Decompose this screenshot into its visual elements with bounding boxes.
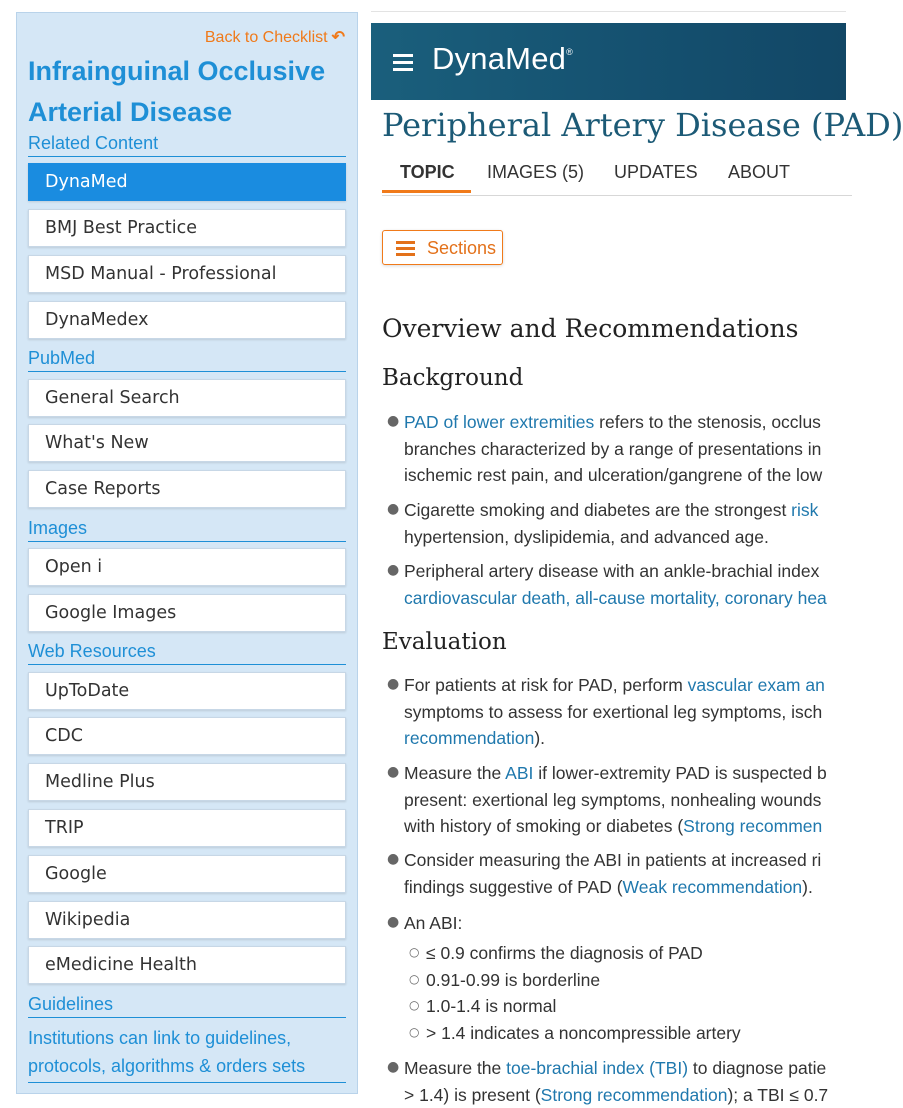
back-to-checklist-link[interactable] (205, 27, 345, 47)
bullet-text: Peripheral artery disease with an ankle-brachial index (404, 561, 820, 581)
web-link-medline-plus[interactable]: Medline Plus (28, 763, 346, 801)
abi-sub-item: 0.91-0.99 is borderline (426, 970, 601, 990)
bullet-text: Consider measuring the ABI in patients at increased ri (404, 850, 822, 870)
sub-bullet-circle: ○ (409, 1025, 420, 1039)
background-bullet-3 (404, 558, 827, 611)
abi-sub-item: 1.0-1.4 is normal (426, 996, 557, 1016)
abi-link[interactable]: ABI (505, 763, 534, 783)
vascular-exam-link[interactable]: vascular exam an (687, 675, 825, 695)
bullet-text: findings suggestive of PAD ( (404, 876, 623, 897)
bullet-text: Cigarette smoking and diabetes are the strongest (404, 500, 792, 520)
related-link-dynamedex[interactable]: DynaMedex (28, 301, 346, 339)
cardiovascular-outcomes-link[interactable]: cardiovascular death, all-cause mortality, coronary hea (404, 587, 827, 608)
app-header (371, 23, 846, 100)
main-content (371, 0, 903, 1105)
web-link-trip[interactable]: TRIP (28, 809, 346, 847)
overview-heading: Overview and Recommendations (382, 314, 799, 343)
bullet-text: Measure the (404, 1058, 507, 1078)
back-to-checklist-label: Back to Checklist (204, 29, 328, 46)
evaluation-bullet-2 (404, 760, 827, 840)
pubmed-label: PubMed (28, 348, 346, 372)
strong-recommendation-link[interactable]: Strong recommen (683, 816, 823, 836)
evaluation-bullet-4 (404, 910, 462, 937)
bullet-text: if lower-extremity PAD is suspected b (533, 763, 827, 783)
bullet-dot: ● (387, 1059, 400, 1075)
bullet-text: An ABI: (404, 913, 463, 933)
bullet-text: present: exertional leg symptoms, nonhealing wounds (404, 789, 822, 810)
bullet-text: hypertension, dyslipidemia, and advanced age. (404, 526, 769, 547)
evaluation-bullet-5 (404, 1055, 828, 1108)
bullet-text: to diagnose patie (688, 1058, 827, 1078)
abi-sub-item: > 1.4 indicates a noncompressible artery (426, 1023, 741, 1043)
pubmed-link-whats-new[interactable]: What's New (28, 424, 346, 462)
web-link-wikipedia[interactable]: Wikipedia (28, 901, 346, 939)
pubmed-link-case-reports[interactable]: Case Reports (28, 470, 346, 508)
related-link-msd[interactable]: MSD Manual - Professional (28, 255, 346, 293)
web-link-google[interactable]: Google (28, 855, 346, 893)
bullet-text: with history of smoking or diabetes ( (404, 816, 684, 836)
bullet-text: symptoms to assess for exertional leg symptoms, isch (404, 701, 823, 722)
bullet-dot: ● (387, 562, 400, 578)
strong-recommendation-link[interactable]: Strong recommendation (540, 1084, 728, 1105)
top-divider (371, 11, 846, 12)
bullet-dot: ● (387, 676, 400, 692)
evaluation-bullet-3 (404, 847, 821, 900)
bullet-text: ); a TBI ≤ 0.7 (727, 1084, 829, 1105)
recommendation-link[interactable]: recommendation (404, 728, 535, 748)
web-link-emedicine-health[interactable]: eMedicine Health (28, 946, 346, 984)
dynamed-logo[interactable] (432, 41, 573, 77)
registered-mark: ® (566, 47, 573, 57)
web-link-uptodate[interactable]: UpToDate (28, 672, 346, 710)
related-content-label: Related Content (28, 133, 346, 157)
bullet-dot: ● (387, 413, 400, 429)
images-link-open-i[interactable]: Open i (28, 548, 346, 586)
bullet-dot: ● (387, 501, 400, 517)
bullet-dot: ● (387, 851, 400, 867)
hamburger-icon[interactable] (393, 54, 413, 70)
sub-bullet-circle: ○ (409, 945, 420, 959)
bullet-text: branches characterized by a range of presentations in (404, 438, 822, 459)
sub-bullet-circle: ○ (409, 972, 420, 986)
sidebar-title: Infrainguinal Occlusive Arterial Disease (28, 56, 326, 127)
bullet-text: ). (802, 876, 813, 897)
tab-updates[interactable]: UPDATES (614, 162, 698, 182)
list-icon (396, 241, 415, 259)
background-bullet-1 (404, 409, 822, 489)
toe-brachial-index-link[interactable]: toe-brachial index (TBI) (506, 1058, 689, 1078)
web-resources-label: Web Resources (28, 641, 346, 665)
guidelines-note: Institutions can link to guidelines, protocols, algorithms & orders sets (28, 1024, 346, 1083)
tab-images[interactable]: IMAGES (5) (487, 162, 585, 182)
background-heading: Background (382, 365, 524, 391)
related-link-dynamed[interactable]: DynaMed (28, 163, 346, 201)
topic-tabs (382, 162, 852, 196)
tab-about[interactable]: ABOUT (728, 162, 791, 182)
sections-label: Sections (427, 238, 497, 258)
reply-arrow-icon: ↶ (331, 29, 345, 46)
bullet-text: > 1.4) is present ( (404, 1084, 541, 1105)
sidebar (16, 12, 358, 1094)
logo-text: DynaMed (432, 41, 567, 76)
bullet-text: ). (534, 728, 546, 748)
sections-button[interactable] (382, 230, 503, 265)
bullet-text: Measure the (404, 763, 506, 783)
images-label: Images (28, 518, 346, 542)
pad-lower-extremities-link[interactable]: PAD of lower extremities (404, 412, 595, 432)
evaluation-heading: Evaluation (382, 629, 507, 655)
bullet-text: refers to the stenosis, occlus (594, 412, 821, 432)
weak-recommendation-link[interactable]: Weak recommendation (622, 876, 803, 897)
bullet-dot: ● (387, 914, 400, 930)
bullet-dot: ● (387, 764, 400, 780)
guidelines-label: Guidelines (28, 994, 346, 1018)
bullet-text: For patients at risk for PAD, perform (404, 675, 688, 695)
web-link-cdc[interactable]: CDC (28, 717, 346, 755)
bullet-text: ischemic rest pain, and ulceration/gangrene of the low (404, 465, 823, 485)
page-title: Peripheral Artery Disease (PAD) (382, 106, 903, 144)
tab-topic[interactable]: TOPIC (382, 162, 471, 193)
background-bullet-2 (404, 497, 818, 550)
evaluation-bullet-1 (404, 672, 825, 752)
sub-bullet-circle: ○ (409, 998, 420, 1012)
risk-factors-link[interactable]: risk (791, 500, 819, 520)
images-link-google-images[interactable]: Google Images (28, 594, 346, 632)
pubmed-link-general-search[interactable]: General Search (28, 379, 346, 417)
abi-sub-item: ≤ 0.9 confirms the diagnosis of PAD (426, 943, 703, 963)
related-link-bmj[interactable]: BMJ Best Practice (28, 209, 346, 247)
